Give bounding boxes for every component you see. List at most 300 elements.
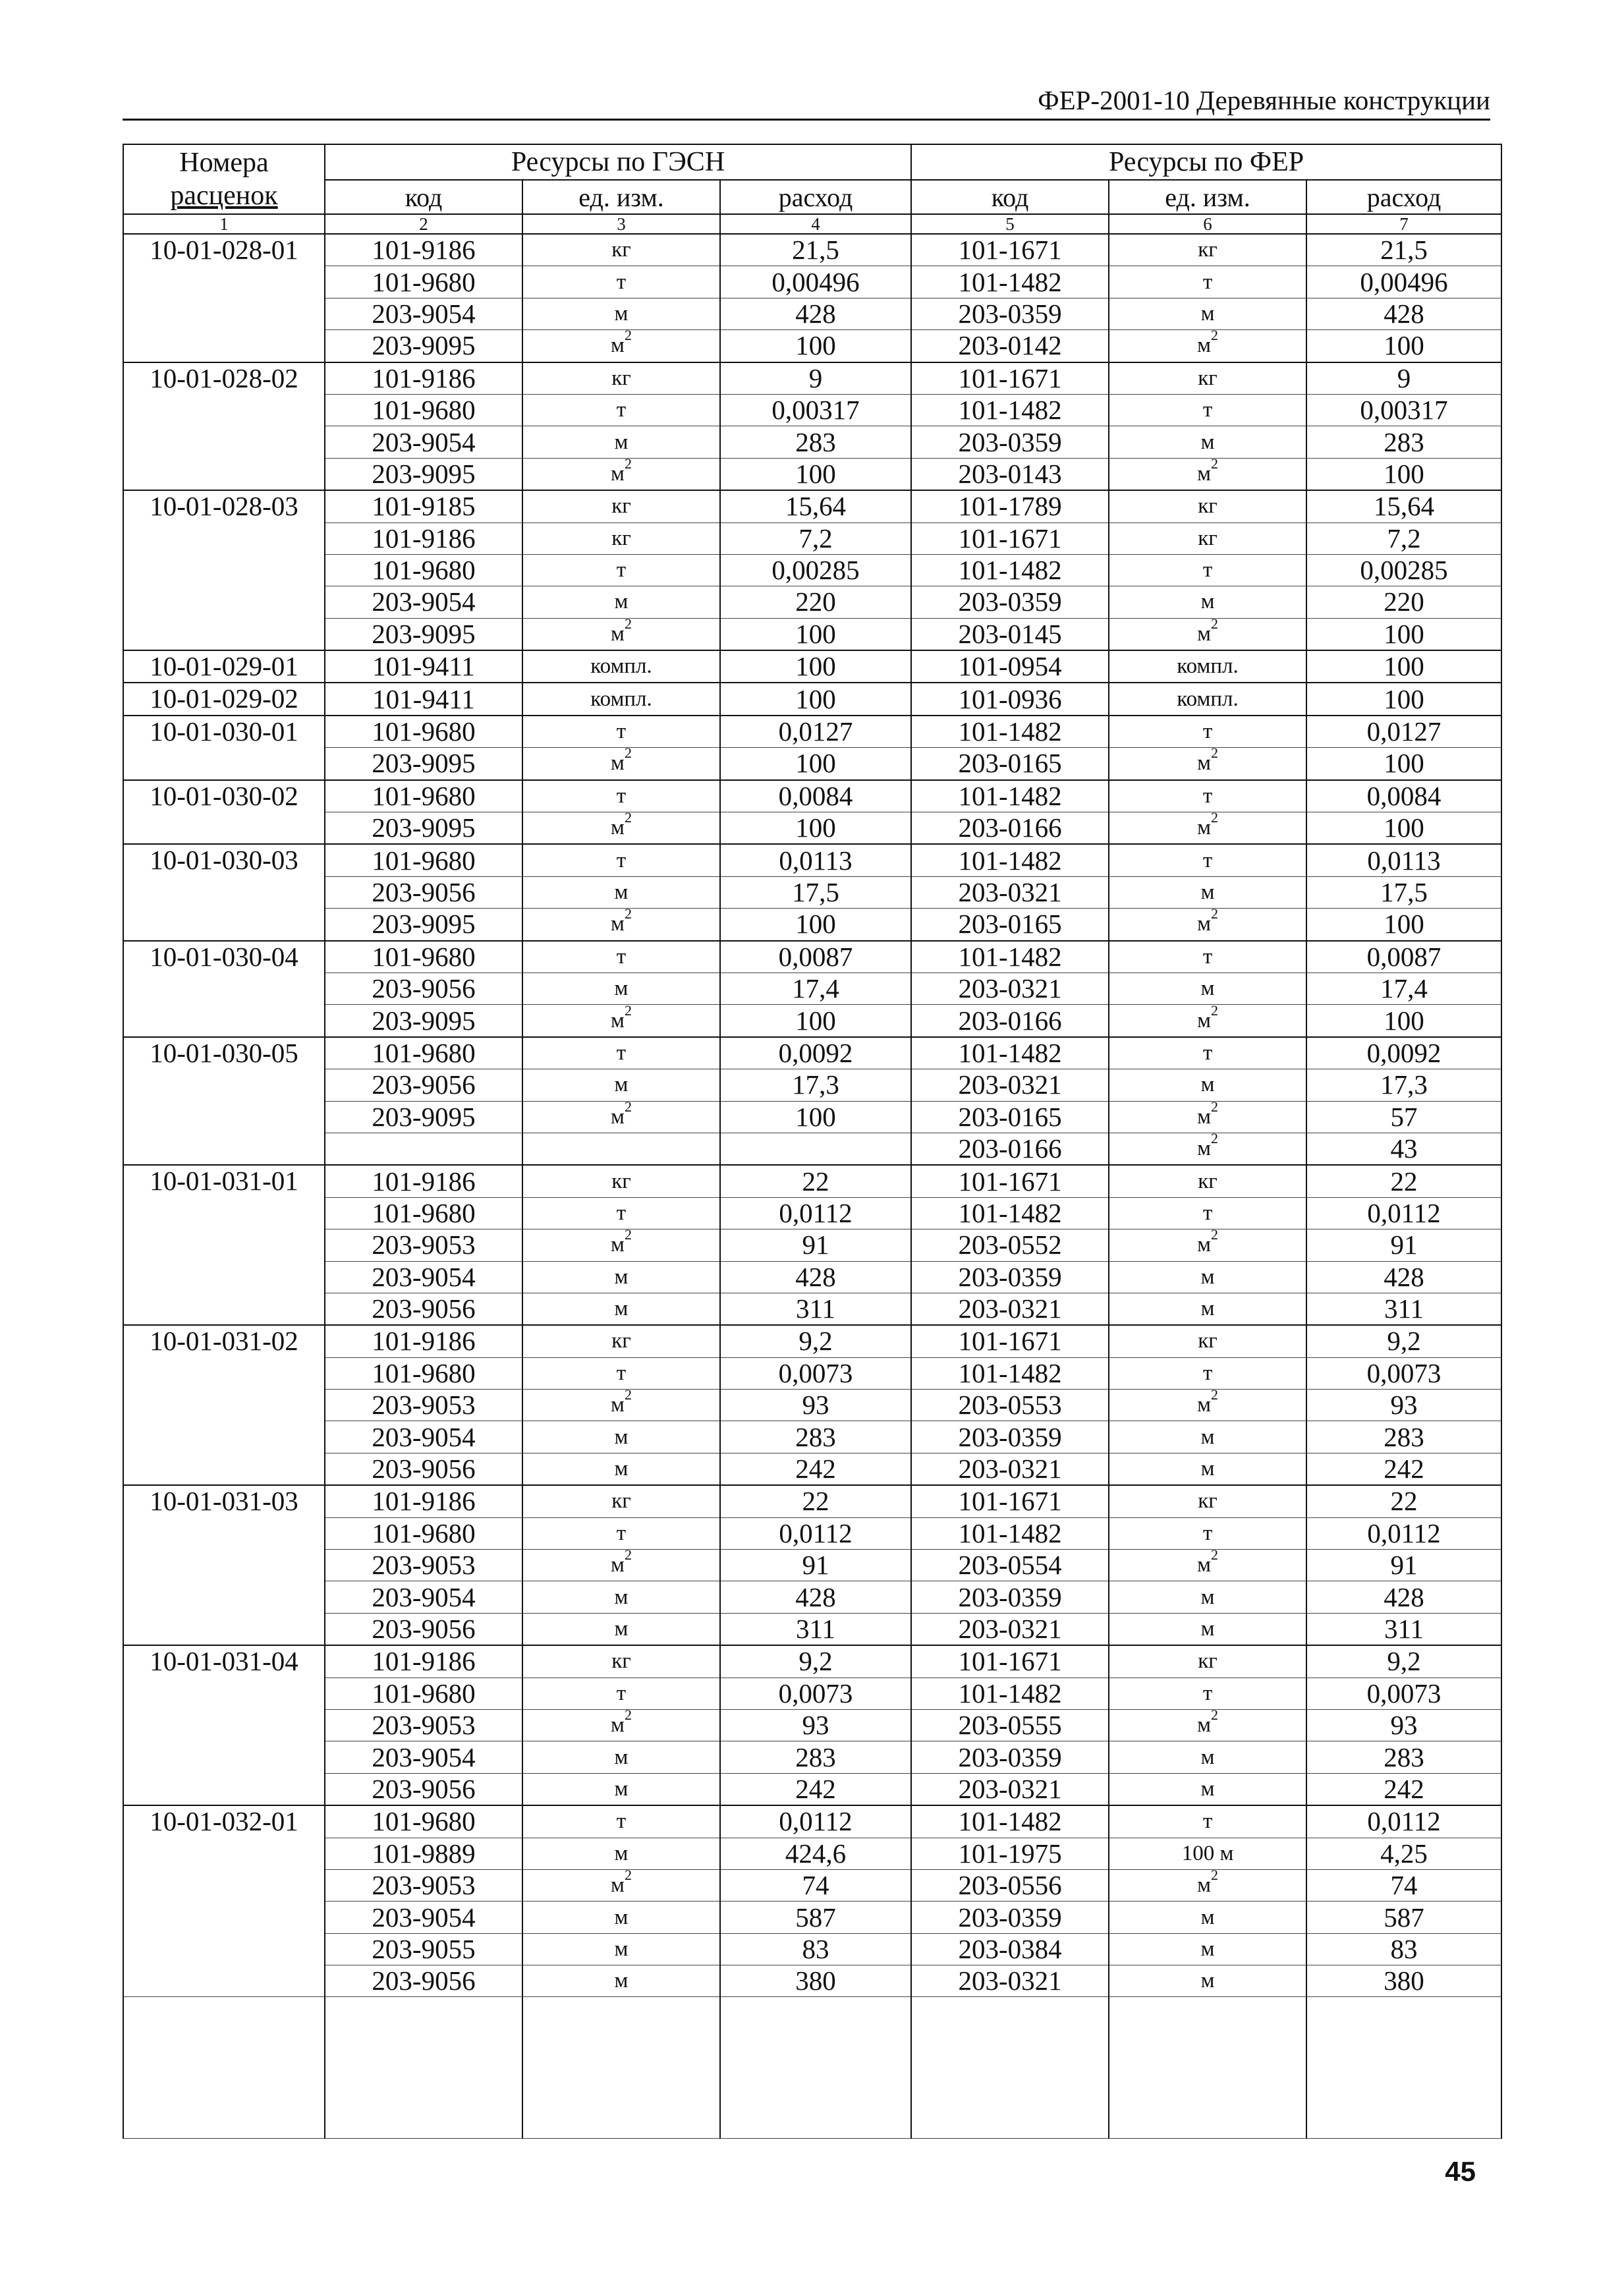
gesn-code-cell: 101-9680 bbox=[325, 941, 522, 973]
fer-unit-cell: м bbox=[1109, 1421, 1306, 1453]
rate-number: 10-01-029-01 bbox=[123, 650, 325, 683]
gesn-code-cell: 101-9680 bbox=[325, 394, 522, 426]
gesn-unit-cell: кг bbox=[522, 362, 720, 395]
fer-amount-cell: 428 bbox=[1306, 1261, 1501, 1293]
table-row bbox=[123, 1838, 1501, 1869]
fer-code-cell: 203-0359 bbox=[911, 1902, 1109, 1933]
fer-unit-cell: м bbox=[1109, 1902, 1306, 1933]
fer-amount-cell: 100 bbox=[1306, 618, 1501, 650]
table-row bbox=[123, 362, 1501, 395]
fer-code-cell: 203-0142 bbox=[911, 330, 1109, 362]
gesn-code-cell: 101-9185 bbox=[325, 490, 522, 522]
fer-code-cell: 101-1482 bbox=[911, 1805, 1109, 1838]
fer-unit-cell: кг bbox=[1109, 1325, 1306, 1357]
fer-code-cell: 101-1671 bbox=[911, 1645, 1109, 1678]
fer-amount-cell: 43 bbox=[1306, 1133, 1501, 1165]
fer-code-cell: 203-0321 bbox=[911, 1453, 1109, 1485]
gesn-unit-cell: м bbox=[522, 973, 720, 1004]
gesn-code-cell: 203-9095 bbox=[325, 458, 522, 490]
fer-code-cell: 203-0359 bbox=[911, 1741, 1109, 1773]
fer-amount-cell: 428 bbox=[1306, 298, 1501, 329]
gesn-code-cell: 203-9056 bbox=[325, 1613, 522, 1645]
gesn-group-header: Ресурсы по ГЭСН bbox=[325, 144, 911, 180]
gesn-amount-cell: 242 bbox=[720, 1453, 911, 1485]
gesn-unit-cell: т bbox=[522, 1678, 720, 1709]
gesn-amount-cell: 83 bbox=[720, 1933, 911, 1965]
gesn-unit-cell: кг bbox=[522, 1645, 720, 1678]
fer-code-cell: 203-0166 bbox=[911, 1005, 1109, 1037]
table-row bbox=[123, 458, 1501, 490]
gesn-code-cell: 203-9056 bbox=[325, 1965, 522, 1997]
gesn-unit-cell: м bbox=[522, 1902, 720, 1933]
fer-unit-cell: $м^2$ bbox=[1109, 458, 1306, 490]
fer-unit-cell: т bbox=[1109, 1357, 1306, 1389]
gesn-amount-cell: 0,0073 bbox=[720, 1678, 911, 1709]
gesn-amount-cell: 17,3 bbox=[720, 1069, 911, 1101]
gesn-code-cell: 203-9054 bbox=[325, 1261, 522, 1293]
fer-code-cell: 101-1482 bbox=[911, 1517, 1109, 1549]
column-number: 1 bbox=[123, 214, 325, 234]
fer-code-cell: 203-0145 bbox=[911, 618, 1109, 650]
empty-cell bbox=[325, 1997, 522, 2139]
fer-code-cell: 203-0359 bbox=[911, 586, 1109, 618]
fer-amount-cell: 93 bbox=[1306, 1709, 1501, 1741]
gesn-amount-cell: 0,00317 bbox=[720, 394, 911, 426]
fer-amount-cell: 0,0092 bbox=[1306, 1037, 1501, 1069]
fer-code-cell: 101-1671 bbox=[911, 1325, 1109, 1357]
rate-number: 10-01-032-01 bbox=[123, 1805, 325, 1997]
empty-cell bbox=[123, 1997, 325, 2139]
fer-code-cell: 203-0359 bbox=[911, 1261, 1109, 1293]
table-row bbox=[123, 1485, 1501, 1517]
fer-code-cell: 101-1975 bbox=[911, 1838, 1109, 1869]
gesn-unit-cell: $м^2$ bbox=[522, 909, 720, 941]
column-number: 6 bbox=[1109, 214, 1306, 234]
fer-unit-cell: $м^2$ bbox=[1109, 1869, 1306, 1901]
gesn-amount-cell: 428 bbox=[720, 1261, 911, 1293]
gesn-code-cell: 101-9186 bbox=[325, 1325, 522, 1357]
gesn-amount-cell: 100 bbox=[720, 330, 911, 362]
rate-number: 10-01-030-03 bbox=[123, 844, 325, 940]
fer-unit-cell: $м^2$ bbox=[1109, 1229, 1306, 1261]
gesn-unit-cell: $м^2$ bbox=[522, 1550, 720, 1581]
gesn-code-cell: 101-9186 bbox=[325, 234, 522, 266]
gesn-code-cell: 203-9056 bbox=[325, 876, 522, 908]
gesn-amount-cell: 0,0092 bbox=[720, 1037, 911, 1069]
fer-unit-cell: кг bbox=[1109, 490, 1306, 522]
gesn-amount-cell: 17,5 bbox=[720, 876, 911, 908]
gesn-unit-cell: $м^2$ bbox=[522, 618, 720, 650]
table-row bbox=[123, 780, 1501, 812]
gesn-unit-cell: т bbox=[522, 1197, 720, 1229]
gesn-code-cell: 203-9095 bbox=[325, 748, 522, 780]
gesn-amount-cell: 0,0127 bbox=[720, 716, 911, 748]
gesn-unit-cell: м bbox=[522, 1293, 720, 1325]
gesn-amount-cell: 91 bbox=[720, 1229, 911, 1261]
gesn-amount-cell: 9 bbox=[720, 362, 911, 395]
gesn-unit-cell: м bbox=[522, 1773, 720, 1805]
fer-unit-cell: т bbox=[1109, 554, 1306, 586]
fer-code-cell: 101-1789 bbox=[911, 490, 1109, 522]
fer-unit-cell: $м^2$ bbox=[1109, 1390, 1306, 1421]
fer-amount-cell: 0,00317 bbox=[1306, 394, 1501, 426]
table-row bbox=[123, 844, 1501, 876]
fer-amount-cell: 83 bbox=[1306, 1933, 1501, 1965]
gesn-amount-cell: 100 bbox=[720, 618, 911, 650]
gesn-unit-cell: $м^2$ bbox=[522, 812, 720, 845]
table-row bbox=[123, 1390, 1501, 1421]
gesn-amount-cell: 311 bbox=[720, 1613, 911, 1645]
gesn-code-cell: 203-9054 bbox=[325, 1902, 522, 1933]
gesn-amount-cell: 100 bbox=[720, 909, 911, 941]
empty-cell bbox=[720, 1997, 911, 2139]
gesn-unit-cell: $м^2$ bbox=[522, 1229, 720, 1261]
gesn-unit-cell: т bbox=[522, 1517, 720, 1549]
fer-code-cell: 203-0359 bbox=[911, 1581, 1109, 1613]
gesn-code-cell: 203-9054 bbox=[325, 1581, 522, 1613]
gesn-unit-cell: кг bbox=[522, 522, 720, 554]
table-row bbox=[123, 876, 1501, 908]
fer-amount-cell: 100 bbox=[1306, 458, 1501, 490]
gesn-amount-cell: 428 bbox=[720, 1581, 911, 1613]
gesn-code-cell: 101-9680 bbox=[325, 1805, 522, 1838]
rate-number: 10-01-030-01 bbox=[123, 716, 325, 780]
gesn-unit-cell: т bbox=[522, 1357, 720, 1389]
fer-amount-cell: 93 bbox=[1306, 1390, 1501, 1421]
rate-number: 10-01-031-03 bbox=[123, 1485, 325, 1645]
table-row bbox=[123, 650, 1501, 683]
fer-amount-cell: 242 bbox=[1306, 1453, 1501, 1485]
gesn-amount-cell: 100 bbox=[720, 1005, 911, 1037]
rate-number: 10-01-031-04 bbox=[123, 1645, 325, 1805]
fer-code-cell: 203-0321 bbox=[911, 1293, 1109, 1325]
fer-amount-cell: 9 bbox=[1306, 362, 1501, 395]
fer-amount-cell: 17,3 bbox=[1306, 1069, 1501, 1101]
fer-amount-cell: 242 bbox=[1306, 1773, 1501, 1805]
gesn-code-cell: 101-9411 bbox=[325, 683, 522, 715]
gesn-unit-cell: $м^2$ bbox=[522, 330, 720, 362]
table-row bbox=[123, 1965, 1501, 1997]
gesn-unit-cell: т bbox=[522, 1805, 720, 1838]
fer-amount-cell: 9,2 bbox=[1306, 1645, 1501, 1678]
fer-code-cell: 203-0553 bbox=[911, 1390, 1109, 1421]
table-row bbox=[123, 1421, 1501, 1453]
fer-unit-cell: т bbox=[1109, 941, 1306, 973]
fer-code-cell: 101-1482 bbox=[911, 394, 1109, 426]
gesn-code-cell: 203-9095 bbox=[325, 618, 522, 650]
fer-unit-header: ед. изм. bbox=[1109, 180, 1306, 214]
rate-number: 10-01-028-03 bbox=[123, 490, 325, 650]
gesn-amount-cell: 17,4 bbox=[720, 973, 911, 1004]
table-row bbox=[123, 1229, 1501, 1261]
fer-code-cell: 101-1482 bbox=[911, 716, 1109, 748]
table-body bbox=[123, 234, 1501, 2139]
fer-amount-cell: 74 bbox=[1306, 1869, 1501, 1901]
gesn-unit-cell: м bbox=[522, 1838, 720, 1869]
fer-code-cell: 101-0954 bbox=[911, 650, 1109, 683]
fer-amount-cell: 22 bbox=[1306, 1165, 1501, 1197]
gesn-code-cell bbox=[325, 1133, 522, 1165]
rate-number: 10-01-028-02 bbox=[123, 362, 325, 491]
fer-amount-cell: 0,0112 bbox=[1306, 1517, 1501, 1549]
gesn-code-cell: 101-9680 bbox=[325, 1197, 522, 1229]
gesn-unit-cell: м bbox=[522, 876, 720, 908]
gesn-code-cell: 203-9095 bbox=[325, 1005, 522, 1037]
gesn-amount-cell: 93 bbox=[720, 1709, 911, 1741]
gesn-amount-cell: 283 bbox=[720, 1421, 911, 1453]
fer-unit-cell: кг bbox=[1109, 522, 1306, 554]
fer-amount-cell: 0,0073 bbox=[1306, 1357, 1501, 1389]
table-row bbox=[123, 1550, 1501, 1581]
fer-unit-cell: $м^2$ bbox=[1109, 1005, 1306, 1037]
gesn-code-cell: 101-9680 bbox=[325, 780, 522, 812]
fer-amount-cell: 100 bbox=[1306, 683, 1501, 715]
rate-number: 10-01-030-02 bbox=[123, 780, 325, 845]
gesn-code-cell: 203-9095 bbox=[325, 330, 522, 362]
resources-table-container bbox=[123, 144, 1501, 2139]
fer-code-cell: 203-0321 bbox=[911, 973, 1109, 1004]
table-row bbox=[123, 1133, 1501, 1165]
fer-unit-cell: м bbox=[1109, 973, 1306, 1004]
fer-code-cell: 203-0166 bbox=[911, 1133, 1109, 1165]
gesn-code-cell: 101-9186 bbox=[325, 522, 522, 554]
table-row bbox=[123, 1902, 1501, 1933]
gesn-amount-cell: 100 bbox=[720, 1101, 911, 1133]
gesn-unit-cell: т bbox=[522, 1037, 720, 1069]
column-number: 5 bbox=[911, 214, 1109, 234]
gesn-unit-cell: $м^2$ bbox=[522, 748, 720, 780]
gesn-code-cell: 203-9053 bbox=[325, 1869, 522, 1901]
gesn-code-cell: 101-9680 bbox=[325, 1678, 522, 1709]
table-row bbox=[123, 1357, 1501, 1389]
table-row bbox=[123, 394, 1501, 426]
fer-amount-cell: 311 bbox=[1306, 1293, 1501, 1325]
fer-amount-cell: 0,00285 bbox=[1306, 554, 1501, 586]
gesn-code-cell: 101-9186 bbox=[325, 1165, 522, 1197]
fer-unit-cell: т bbox=[1109, 1678, 1306, 1709]
gesn-code-cell: 203-9054 bbox=[325, 1421, 522, 1453]
gesn-unit-cell: т bbox=[522, 844, 720, 876]
table-row bbox=[123, 1261, 1501, 1293]
gesn-unit-cell: м bbox=[522, 1965, 720, 1997]
gesn-amount-cell: 22 bbox=[720, 1485, 911, 1517]
gesn-amount-cell: 0,00496 bbox=[720, 266, 911, 298]
fer-amount-header: расход bbox=[1306, 180, 1501, 214]
gesn-amount-cell: 380 bbox=[720, 1965, 911, 1997]
fer-unit-cell: т bbox=[1109, 1037, 1306, 1069]
gesn-unit-cell: т bbox=[522, 394, 720, 426]
table-row bbox=[123, 618, 1501, 650]
fer-amount-cell: 311 bbox=[1306, 1613, 1501, 1645]
gesn-amount-cell: 100 bbox=[720, 650, 911, 683]
gesn-unit-cell: $м^2$ bbox=[522, 458, 720, 490]
fer-amount-cell: 22 bbox=[1306, 1485, 1501, 1517]
gesn-unit-cell: м bbox=[522, 1261, 720, 1293]
gesn-unit-cell: т bbox=[522, 780, 720, 812]
fer-amount-cell: 0,0073 bbox=[1306, 1678, 1501, 1709]
fer-code-cell: 203-0321 bbox=[911, 876, 1109, 908]
table-row bbox=[123, 1005, 1501, 1037]
fer-unit-cell: $м^2$ bbox=[1109, 618, 1306, 650]
fer-unit-cell: т bbox=[1109, 1805, 1306, 1838]
gesn-amount-cell: 283 bbox=[720, 426, 911, 458]
fer-amount-cell: 100 bbox=[1306, 330, 1501, 362]
fer-amount-cell: 0,0087 bbox=[1306, 941, 1501, 973]
gesn-amount-cell: 242 bbox=[720, 1773, 911, 1805]
fer-amount-cell: 100 bbox=[1306, 650, 1501, 683]
table-row bbox=[123, 1773, 1501, 1805]
gesn-code-cell: 203-9056 bbox=[325, 973, 522, 1004]
fer-amount-cell: 0,0112 bbox=[1306, 1197, 1501, 1229]
fer-unit-cell: т bbox=[1109, 1517, 1306, 1549]
gesn-unit-cell: $м^2$ bbox=[522, 1869, 720, 1901]
gesn-code-cell: 203-9053 bbox=[325, 1550, 522, 1581]
fer-code-cell: 101-1482 bbox=[911, 554, 1109, 586]
fer-unit-cell: $м^2$ bbox=[1109, 1550, 1306, 1581]
fer-amount-cell: 0,0084 bbox=[1306, 780, 1501, 812]
fer-unit-cell: м bbox=[1109, 1069, 1306, 1101]
fer-unit-cell: $м^2$ bbox=[1109, 1133, 1306, 1165]
table-row bbox=[123, 909, 1501, 941]
fer-unit-cell: компл. bbox=[1109, 683, 1306, 715]
gesn-amount-cell: 9,2 bbox=[720, 1645, 911, 1678]
gesn-amount-cell: 0,0087 bbox=[720, 941, 911, 973]
fer-unit-cell: м bbox=[1109, 1773, 1306, 1805]
fer-amount-cell: 380 bbox=[1306, 1965, 1501, 1997]
table-row bbox=[123, 1165, 1501, 1197]
gesn-unit-header: ед. изм. bbox=[522, 180, 720, 214]
gesn-amount-cell: 0,0112 bbox=[720, 1197, 911, 1229]
gesn-code-cell: 101-9680 bbox=[325, 1037, 522, 1069]
fer-amount-cell: 428 bbox=[1306, 1581, 1501, 1613]
fer-amount-cell: 9,2 bbox=[1306, 1325, 1501, 1357]
fer-amount-cell: 220 bbox=[1306, 586, 1501, 618]
gesn-amount-cell: 100 bbox=[720, 458, 911, 490]
table-row bbox=[123, 1613, 1501, 1645]
fer-amount-cell: 21,5 bbox=[1306, 234, 1501, 266]
table-row bbox=[123, 1645, 1501, 1678]
fer-unit-cell: 100 м bbox=[1109, 1838, 1306, 1869]
table-row bbox=[123, 1325, 1501, 1357]
gesn-unit-cell: $м^2$ bbox=[522, 1005, 720, 1037]
fer-code-cell: 203-0384 bbox=[911, 1933, 1109, 1965]
column-number: 7 bbox=[1306, 214, 1501, 234]
table-row bbox=[123, 554, 1501, 586]
fer-unit-cell: кг bbox=[1109, 1165, 1306, 1197]
fer-code-cell: 101-1671 bbox=[911, 1485, 1109, 1517]
gesn-unit-cell: т bbox=[522, 266, 720, 298]
fer-unit-cell: компл. bbox=[1109, 650, 1306, 683]
fer-amount-cell: 100 bbox=[1306, 748, 1501, 780]
table-row bbox=[123, 1741, 1501, 1773]
table-header bbox=[123, 144, 1501, 234]
gesn-unit-cell: компл. bbox=[522, 683, 720, 715]
gesn-amount-cell: 0,0113 bbox=[720, 844, 911, 876]
fer-code-cell: 203-0165 bbox=[911, 909, 1109, 941]
table-row bbox=[123, 490, 1501, 522]
gesn-code-cell: 203-9053 bbox=[325, 1390, 522, 1421]
fer-unit-cell: кг bbox=[1109, 1485, 1306, 1517]
fer-amount-cell: 91 bbox=[1306, 1229, 1501, 1261]
gesn-code-cell: 203-9054 bbox=[325, 586, 522, 618]
gesn-code-cell: 203-9055 bbox=[325, 1933, 522, 1965]
gesn-code-cell: 101-9680 bbox=[325, 266, 522, 298]
table-row bbox=[123, 522, 1501, 554]
gesn-code-cell: 203-9053 bbox=[325, 1229, 522, 1261]
fer-code-cell: 203-0143 bbox=[911, 458, 1109, 490]
fer-amount-cell: 17,4 bbox=[1306, 973, 1501, 1004]
gesn-unit-cell: кг bbox=[522, 490, 720, 522]
column-number: 4 bbox=[720, 214, 911, 234]
fer-amount-cell: 283 bbox=[1306, 426, 1501, 458]
fer-unit-cell: $м^2$ bbox=[1109, 909, 1306, 941]
fer-unit-cell: м bbox=[1109, 876, 1306, 908]
fer-amount-cell: 17,5 bbox=[1306, 876, 1501, 908]
gesn-amount-cell bbox=[720, 1133, 911, 1165]
fer-unit-cell: т bbox=[1109, 780, 1306, 812]
gesn-unit-cell: кг bbox=[522, 1165, 720, 1197]
gesn-code-cell: 203-9053 bbox=[325, 1709, 522, 1741]
gesn-amount-cell: 428 bbox=[720, 298, 911, 329]
gesn-unit-cell: т bbox=[522, 941, 720, 973]
fer-unit-cell: кг bbox=[1109, 362, 1306, 395]
fer-code-cell: 203-0359 bbox=[911, 298, 1109, 329]
empty-cell bbox=[522, 1997, 720, 2139]
fer-unit-cell: $м^2$ bbox=[1109, 1709, 1306, 1741]
fer-code-cell: 101-1671 bbox=[911, 234, 1109, 266]
gesn-code-cell: 203-9095 bbox=[325, 1101, 522, 1133]
fer-unit-cell: $м^2$ bbox=[1109, 812, 1306, 845]
gesn-amount-cell: 21,5 bbox=[720, 234, 911, 266]
gesn-code-cell: 203-9056 bbox=[325, 1453, 522, 1485]
rates-header-line-1: Номера bbox=[179, 148, 269, 178]
fer-unit-cell: м bbox=[1109, 426, 1306, 458]
table-row bbox=[123, 266, 1501, 298]
table-row bbox=[123, 973, 1501, 1004]
table-row bbox=[123, 1869, 1501, 1901]
table-row bbox=[123, 1709, 1501, 1741]
fer-code-header: код bbox=[911, 180, 1109, 214]
fer-code-cell: 101-1671 bbox=[911, 1165, 1109, 1197]
gesn-code-cell: 101-9186 bbox=[325, 362, 522, 395]
gesn-unit-cell: м bbox=[522, 1741, 720, 1773]
fer-unit-cell: м bbox=[1109, 1453, 1306, 1485]
table-row bbox=[123, 1037, 1501, 1069]
gesn-unit-cell: кг bbox=[522, 1325, 720, 1357]
gesn-code-cell: 101-9680 bbox=[325, 844, 522, 876]
empty-cell bbox=[911, 1997, 1109, 2139]
fer-unit-cell: м bbox=[1109, 1613, 1306, 1645]
gesn-code-cell: 101-9889 bbox=[325, 1838, 522, 1869]
gesn-unit-cell: м bbox=[522, 1069, 720, 1101]
column-number: 3 bbox=[522, 214, 720, 234]
gesn-unit-cell: компл. bbox=[522, 650, 720, 683]
rate-number: 10-01-030-04 bbox=[123, 941, 325, 1037]
page-number: 45 bbox=[1445, 2156, 1476, 2187]
gesn-unit-cell: $м^2$ bbox=[522, 1390, 720, 1421]
table-row bbox=[123, 1293, 1501, 1325]
table-row bbox=[123, 1453, 1501, 1485]
gesn-amount-cell: 0,0112 bbox=[720, 1805, 911, 1838]
fer-code-cell: 203-0556 bbox=[911, 1869, 1109, 1901]
fer-code-cell: 203-0165 bbox=[911, 748, 1109, 780]
fer-amount-cell: 100 bbox=[1306, 909, 1501, 941]
table-row bbox=[123, 716, 1501, 748]
gesn-code-cell: 101-9680 bbox=[325, 1357, 522, 1389]
fer-unit-cell: м bbox=[1109, 1965, 1306, 1997]
running-header: ФЕР-2001-10 Деревянные конструкции bbox=[1038, 85, 1490, 115]
table-row bbox=[123, 298, 1501, 329]
